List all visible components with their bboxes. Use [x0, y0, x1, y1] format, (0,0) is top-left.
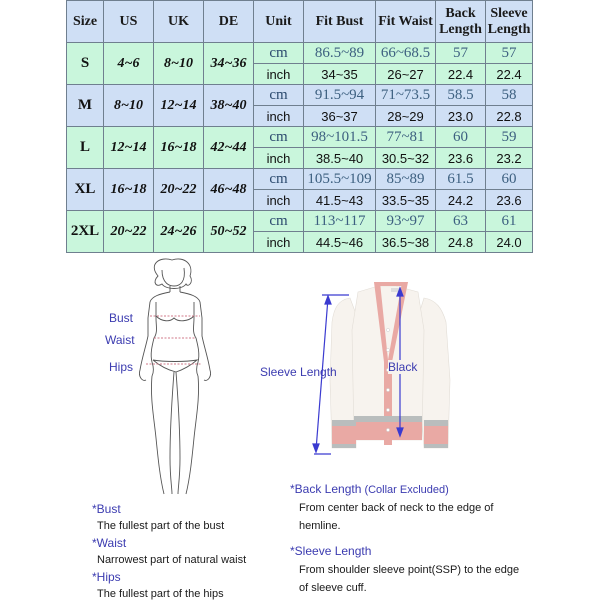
table-header-row [67, 1, 533, 43]
size-cell: S [67, 43, 104, 85]
unit-cell: inch [254, 190, 304, 211]
header-back-length: Back Length [436, 1, 486, 43]
unit-cell: cm [254, 169, 304, 190]
de-cell: 50~52 [204, 211, 254, 253]
legend-title: *Sleeve Length [290, 544, 372, 558]
de-cell: 46~48 [204, 169, 254, 211]
legend-desc: The fullest part of the bust [97, 520, 225, 532]
unit-cell: inch [254, 64, 304, 85]
bust-cell: 86.5~89 [304, 43, 376, 64]
header-de: DE [204, 1, 254, 43]
back-cell: 23.0 [436, 106, 486, 127]
waist-cell: 71~73.5 [376, 85, 436, 106]
back-length-label: Black [388, 360, 418, 374]
female-body-outline-icon [90, 258, 260, 498]
sleeve-length-label: Sleeve Length [260, 365, 337, 379]
sleeve-cell: 61 [486, 211, 533, 232]
us-cell: 16~18 [104, 169, 154, 211]
back-cell: 57 [436, 43, 486, 64]
bust-cell: 36~37 [304, 106, 376, 127]
bust-cell: 41.5~43 [304, 190, 376, 211]
bust-label: Bust [109, 311, 134, 325]
sleeve-cell: 23.2 [486, 148, 533, 169]
table-row [67, 211, 533, 232]
de-cell: 38~40 [204, 85, 254, 127]
hips-label: Hips [109, 360, 134, 374]
back-cell: 58.5 [436, 85, 486, 106]
body-measurement-legend [92, 502, 282, 600]
legend-back-length [290, 482, 590, 532]
size-chart-table [66, 0, 533, 253]
table-row [67, 127, 533, 148]
uk-cell: 20~22 [154, 169, 204, 211]
waist-cell: 28~29 [376, 106, 436, 127]
legend-desc: Narrowest part of natural waist [97, 554, 247, 566]
header-size: Size [67, 1, 104, 43]
body-measurement-figure [90, 258, 260, 498]
bust-cell: 34~35 [304, 64, 376, 85]
legend-hips [92, 570, 282, 600]
waist-cell: 93~97 [376, 211, 436, 232]
waist-cell: 30.5~32 [376, 148, 436, 169]
back-cell: 22.4 [436, 64, 486, 85]
cardigan-measurement-figure [250, 270, 480, 470]
waist-cell: 33.5~35 [376, 190, 436, 211]
waist-cell: 36.5~38 [376, 232, 436, 253]
size-cell: M [67, 85, 104, 127]
bust-cell: 98~101.5 [304, 127, 376, 148]
legend-desc: The fullest part of the hips [97, 588, 224, 600]
garment-measurement-legend [290, 482, 590, 594]
unit-cell: inch [254, 148, 304, 169]
waist-cell: 77~81 [376, 127, 436, 148]
bust-cell: 91.5~94 [304, 85, 376, 106]
uk-cell: 16~18 [154, 127, 204, 169]
bust-cell: 38.5~40 [304, 148, 376, 169]
unit-cell: cm [254, 211, 304, 232]
legend-waist [92, 536, 282, 566]
table-row [67, 43, 533, 64]
unit-cell: cm [254, 127, 304, 148]
sleeve-cell: 58 [486, 85, 533, 106]
legend-desc: From shoulder sleeve point(SSP) to the edge [299, 564, 520, 576]
unit-cell: cm [254, 43, 304, 64]
size-cell: XL [67, 169, 104, 211]
header-sleeve-length: Sleeve Length [486, 1, 533, 43]
legend-title: *Waist [92, 536, 127, 550]
unit-cell: inch [254, 232, 304, 253]
unit-cell: inch [254, 106, 304, 127]
us-cell: 12~14 [104, 127, 154, 169]
header-fit-waist: Fit Waist [376, 1, 436, 43]
waist-label: Waist [105, 333, 135, 347]
us-cell: 20~22 [104, 211, 154, 253]
waist-cell: 85~89 [376, 169, 436, 190]
back-cell: 24.8 [436, 232, 486, 253]
uk-cell: 24~26 [154, 211, 204, 253]
de-cell: 42~44 [204, 127, 254, 169]
legend-desc: of sleeve cuff. [299, 582, 367, 594]
back-cell: 60 [436, 127, 486, 148]
bust-cell: 105.5~109 [304, 169, 376, 190]
bust-cell: 113~117 [304, 211, 376, 232]
header-us: US [104, 1, 154, 43]
uk-cell: 8~10 [154, 43, 204, 85]
header-unit: Unit [254, 1, 304, 43]
table-row [67, 85, 533, 106]
legend-title: *Bust [92, 502, 121, 516]
de-cell: 34~36 [204, 43, 254, 85]
header-fit-bust: Fit Bust [304, 1, 376, 43]
sleeve-cell: 59 [486, 127, 533, 148]
sleeve-cell: 23.6 [486, 190, 533, 211]
sleeve-cell: 57 [486, 43, 533, 64]
legend-note: (Collar Excluded) [361, 484, 449, 496]
back-cell: 61.5 [436, 169, 486, 190]
us-cell: 4~6 [104, 43, 154, 85]
uk-cell: 12~14 [154, 85, 204, 127]
sleeve-cell: 22.4 [486, 64, 533, 85]
legend-sleeve-length [290, 544, 590, 594]
legend-desc: From center back of neck to the edge of [299, 502, 494, 514]
bust-cell: 44.5~46 [304, 232, 376, 253]
back-cell: 23.6 [436, 148, 486, 169]
unit-cell: cm [254, 85, 304, 106]
back-cell: 63 [436, 211, 486, 232]
header-uk: UK [154, 1, 204, 43]
legend-desc: hemline. [299, 520, 341, 532]
waist-cell: 66~68.5 [376, 43, 436, 64]
legend-bust [92, 502, 282, 532]
sleeve-cell: 22.8 [486, 106, 533, 127]
waist-cell: 26~27 [376, 64, 436, 85]
back-cell: 24.2 [436, 190, 486, 211]
sleeve-cell: 24.0 [486, 232, 533, 253]
legend-title: *Back Length [290, 482, 362, 496]
sleeve-cell: 60 [486, 169, 533, 190]
legend-title: *Hips [92, 570, 121, 584]
us-cell: 8~10 [104, 85, 154, 127]
table-row [67, 169, 533, 190]
size-cell: 2XL [67, 211, 104, 253]
size-cell: L [67, 127, 104, 169]
